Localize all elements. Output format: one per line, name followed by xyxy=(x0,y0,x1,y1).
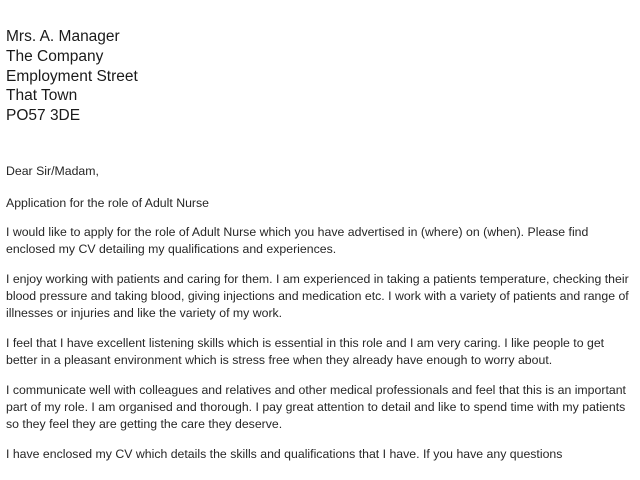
recipient-address xyxy=(6,27,636,126)
paragraph-closing: I have enclosed my CV which details the skills and qualifications that I have. If you have any questions xyxy=(6,447,563,462)
recipient-name: Mrs. A. Manager xyxy=(6,28,120,45)
paragraph-experience: I enjoy working with patients and caring for them. I am experienced in taking a patients temperature, checking their blood pressure and taking blood, giving injections and medication etc. I work with a variety of patients and range of illnesses or injuries and like the variety of my work. xyxy=(6,272,629,320)
subject-line: Application for the role of Adult Nurse xyxy=(6,195,210,210)
salutation: Dear Sir/Madam, xyxy=(6,163,99,178)
recipient-street: Employment Street xyxy=(6,67,138,85)
paragraph-skills: I feel that I have excellent listening skills which is essential in this role and I am very caring. I like people to get better in a pleasant environment which is stress free when they already have enough to worry about. xyxy=(6,336,605,367)
paragraph-communication: I communicate well with colleagues and relatives and other medical professionals and feel that this is an important part of my role. I am organised and thorough. I pay great attention to detail and like to spend time with my patients so they feel they are getting the care they deserve. xyxy=(6,383,626,431)
recipient-town: That Town xyxy=(6,87,78,105)
letter-body xyxy=(6,163,636,463)
cover-letter xyxy=(6,27,636,463)
paragraph-intro: I would like to apply for the role of Adult Nurse which you have advertised in (where) on (when). Please find enclosed my CV detailing my qualifications and experiences. xyxy=(6,225,589,256)
recipient-postcode: PO57 3DE xyxy=(6,107,81,125)
recipient-company: The Company xyxy=(6,47,104,65)
